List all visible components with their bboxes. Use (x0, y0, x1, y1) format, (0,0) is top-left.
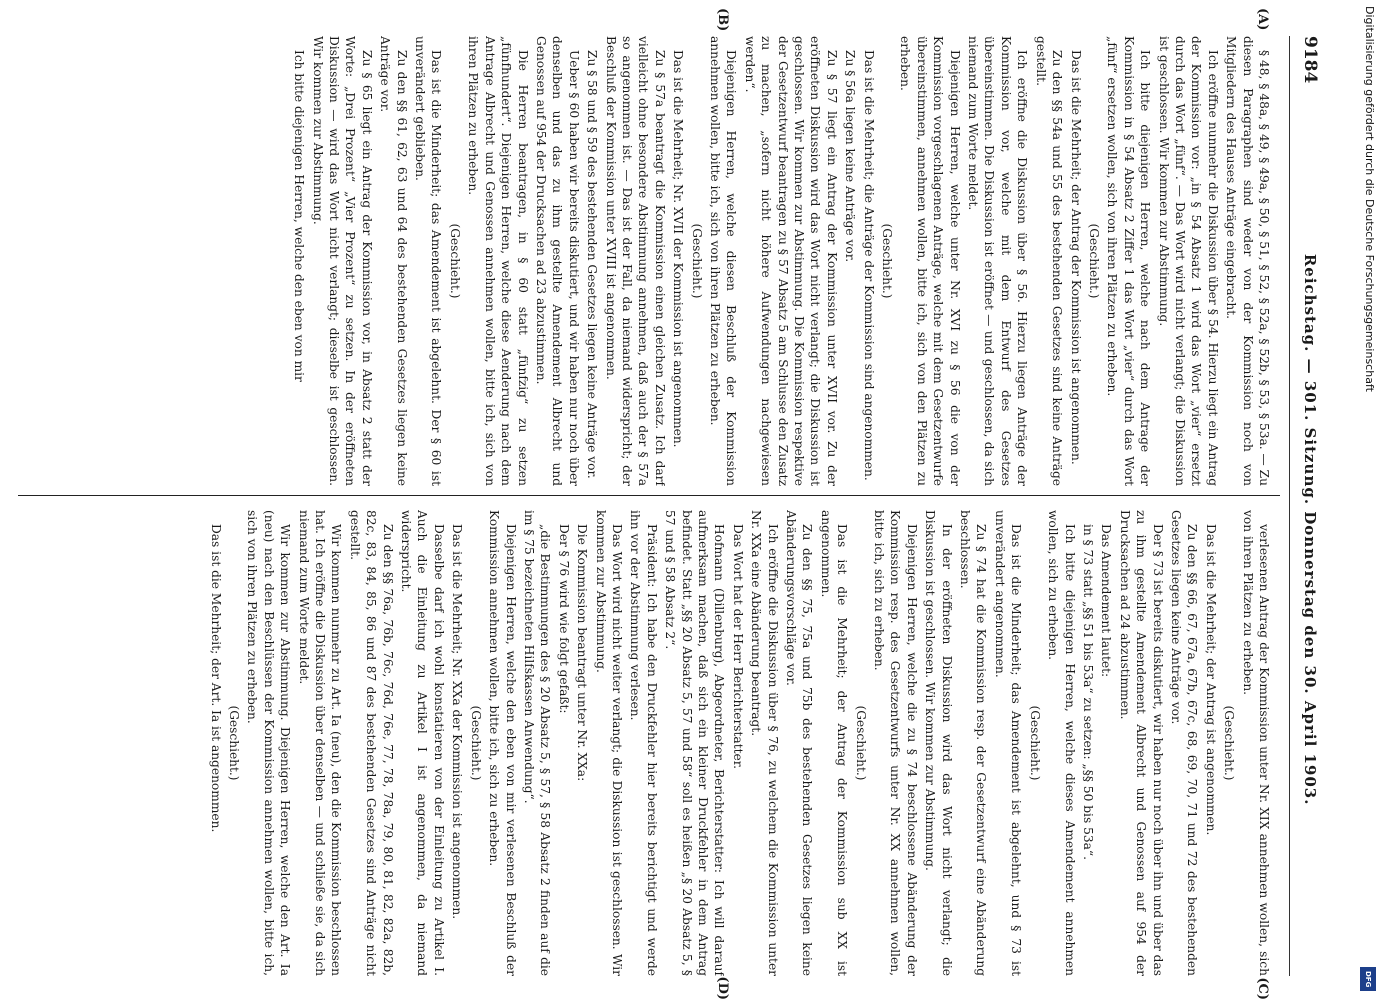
paragraph: Das ist die Mehrheit; der Antrag ist angenommen. (1203, 524, 1218, 836)
paragraph: Ueber § 60 haben wir bereits diskutiert, und wir haben nur noch über denselben und das zu ihm gestellte Amendement Albrecht und Genossen auf 954 der Drucksachen ad 23 abzustimmen. (533, 36, 581, 486)
margin-marker-d: (D) (715, 976, 730, 1000)
paragraph: (Geschieht.) (1086, 223, 1101, 299)
paragraph: (Geschieht.) (880, 223, 895, 299)
paragraph: verlesenen Antrag der Kommission unter Nr. XIX annehmen wollen, sich von ihren Plätzen zu erheben. (1240, 510, 1271, 976)
paragraph: Zu § 57 liegt ein Antrag der Kommission unter XVII vor. Zu der eröffneten Diskussion wird das Wort nicht verlangt; die Diskussion ist geschlossen. Wir kommen zur Abstimmung. Die Kommission respektive der Gesetzentwurf beantragen zu § 57 Absatz 5 am Schlusse den Zusatz zu machen, „sofern nicht höhere Aufwendungen nachgewiesen werden“. (742, 36, 839, 486)
paragraph: § 48, § 48a, § 49, § 49a, § 50, § 51, § 52, § 52a, § 52b, § 53, § 53a. — Zu diesen Paragraphen sind weder von der Kommission noch von Mitgliedern des Hauses Anträge eingebracht. (1224, 36, 1271, 486)
dfg-logo: DFG (1360, 967, 1376, 991)
paragraph: Zu § 57a beantragt die Kommission einen gleichen Zusatz. Ich darf vielleicht ohne besondere Abstimmung annehmen, daß auch der § 57a so angenommen ist. — Das ist der Fall, da niemand widerspricht; der Beschluß der Kommission unter XVIII ist angenommen. (603, 36, 667, 486)
paragraph: Das ist die Mehrheit; Nr. XVII der Kommission ist angenommen. (671, 50, 686, 448)
paragraph: Das Amendement lautet: (1099, 524, 1114, 678)
paragraph: „die Bestimmungen des § 20 Absatz 5, § 57, § 58 Absatz 2 finden auf die im § 75 bezeichneten Hilfskassen Anwendung“. (521, 510, 553, 976)
paragraph: In der eröffneten Diskussion wird das Wort nicht verlangt; die Diskussion ist geschlossen. Wir kommen zur Abstimmung. (923, 510, 954, 976)
paragraph: Diejenigen Herren, welche den eben von mir verlesenen Beschluß der Kommission annehmen wollen, bitte ich, sich zu erheben. (487, 510, 518, 976)
paragraph: (Geschieht.) (227, 705, 242, 781)
paragraph: Diejenigen Herren, welche diesen Beschluß der Kommission annehmen wollen, bitte ich, sich von ihren Plätzen zu erheben. (708, 36, 739, 486)
paragraph: Das ist die Mehrheit; der Antrag der Kommission sub XX ist angenommen. (818, 510, 850, 976)
paragraph: (Geschieht.) (1222, 705, 1237, 781)
paragraph: Die Kommission beantragt unter Nr. XXa: (575, 524, 590, 782)
paragraph: Zu § 56a liegen keine Anträge vor. (843, 50, 858, 263)
right-column (20, 510, 1272, 976)
paragraph: Zu § 58 und § 59 des bestehenden Gesetzes liegen keine Anträge vor. (585, 50, 600, 479)
paragraph: Zu § 65 liegt ein Antrag der Kommission vor, in Absatz 2 statt der Worte: „Drei Prozent“ „Vier Prozent“ zu setzen. In der eröffneten Diskussion — wird das Wort nicht verlangt; dieselbe ist geschlossen. Wir kommen zur Abstimmung. (310, 36, 374, 486)
paragraph: Diejenigen Herren, welche unter Nr. XVI zu § 56 die von der Kommission vorgeschlagenen Anträge, welche mit dem Gesetzentwurfe übereinstimmen, annehmen wollen, bitte ich, sich von den Plätzen zu erheben. (898, 36, 962, 486)
footer-strip (1352, 0, 1383, 1000)
margin-marker-a: (A) (1255, 8, 1270, 31)
paragraph: Das ist die Minderheit; das Amendement ist abgelehnt, und § 73 ist unverändert angenommen. (992, 510, 1024, 976)
page-header (1289, 36, 1330, 976)
paragraph: Zu den §§ 61, 62, 63 und 64 des bestehenden Gesetzes liegen keine Anträge vor. (378, 36, 409, 486)
paragraph: Zu den §§ 54a und 55 des bestehenden Gesetzes sind keine Anträge gestellt. (1033, 36, 1065, 486)
digitization-credit: Digitalisierung gefördert durch die Deutsche Forschungsgemeinschaft (1363, 6, 1376, 392)
paragraph: Der § 76 wird wie folgt gefaßt: (556, 524, 571, 714)
paragraph: Das ist die Minderheit; das Amendement ist abgelehnt. Der § 60 ist unverändert geblieben. (413, 36, 444, 486)
paragraph: Ich eröffne nunmehr die Diskussion über § 54. Hierzu liegt ein Antrag der Kommission vor: „in § 54 Absatz 1 wird das Wort „vier“ ersetzt durch das Wort „fünf“. — Das Wort wird nicht verlangt; die Diskussion ist geschlossen. Wir kommen zur Abstimmung. (1156, 36, 1220, 486)
paragraph: (Geschieht.) (1027, 705, 1042, 781)
paragraph: (Geschieht.) (468, 705, 483, 781)
margin-marker-b: (B) (715, 8, 730, 32)
paragraph: Hofmann (Dillenburg), Abgeordneter, Berichterstatter: Ich will darauf aufmerksam machen, daß sich ein kleiner Druckfehler in dem Antrag befindet. Statt „§§ 20 Absatz 5, 57 und 58“ soll es heißen „§ 20 Absatz 5, § 57 und § 58 Absatz 2“. (663, 510, 727, 976)
margin-marker-c: (C) (1255, 977, 1270, 1000)
paragraph: Das Wort wird nicht weiter verlangt; die Diskussion ist geschlossen. Wir kommen zur Abstimmung. (593, 510, 624, 976)
paragraph: Zu den §§ 76a, 76b, 76c, 76d, 76e, 77, 78, 78a, 79, 80, 81, 82, 82a, 82b, 82c, 83, 84, 85, 86 und 87 des bestehenden Gesetzes sind Anträge nicht gestellt. (347, 510, 395, 976)
paragraph: Zu § 74 hat die Kommission resp. der Gesetzentwurf eine Abänderung beschlossen. (958, 510, 989, 976)
paragraph: Wir kommen nunmehr zu Art. Ia (neu), den die Kommission beschlossen hat. Ich eröffne die Diskussion über denselben — und schließe sie, da sich niemand zum Worte meldet. (296, 510, 344, 976)
paragraph: Die Herren beantragen, in § 60 statt „fünfzig“ zu setzen „fünfhundert“. Diejenigen Herren, welche diese Aenderung nach dem Antrage Albrecht und Genossen annehmen wollen, bitte ich, sich von ihren Plätzen zu erheben. (466, 36, 530, 486)
paragraph: Präsident: Ich habe den Druckfehler hier bereits berichtigt und werde ihn vor der Abstimmung verlesen. (628, 510, 659, 976)
paragraph: (Geschieht.) (689, 223, 704, 299)
paragraph: Ich eröffne die Diskussion über § 56. Hierzu liegen Anträge der Kommission vor, welche mit dem Entwurf des Gesetzes übereinstimmen. Die Diskussion ist eröffnet — und geschlossen, da sich niemand zum Worte meldet. (966, 36, 1030, 486)
paragraph: Der § 73 ist bereits diskutiert, wir haben nur noch über ihn und über das zu ihm gestellte Amendement Albrecht und Genossen auf 954 der Drucksachen ad 24 abzustimmen. (1117, 510, 1165, 976)
paragraph: Das ist die Mehrheit; der Art. Ia ist angenommen. (208, 524, 223, 833)
paragraph: in § 73 statt „§§ 51 bis 53a“ zu setzen: „§§ 50 bis 53a“. (1080, 524, 1095, 860)
paragraph: Ich bitte diejenigen Herren, welche dieses Amendement annehmen wollen, sich zu erheben. (1046, 510, 1077, 976)
paragraph: Das ist die Mehrheit; Nr. XXa der Kommission ist angenommen. (450, 524, 465, 920)
paragraph: (Geschieht.) (853, 705, 868, 781)
paragraph: Ich bitte diejenigen Herren, welche nach dem Antrage der Kommission in § 54 Absatz 2 Ziffer 1 das Wort „vier“ durch das Wort „fünf“ ersetzen wollen, sich von ihren Plätzen zu erheben. (1105, 36, 1153, 486)
paragraph: Das ist die Mehrheit; der Antrag der Kommission ist angenommen. (1068, 50, 1083, 465)
paragraph: Wir kommen zur Abstimmung. Diejenigen Herren, welche den Art. Ia (neu) nach den Beschlüssen der Kommission annehmen wollen, bitte ich, sich von ihren Plätzen zu erheben. (245, 510, 293, 976)
paragraph: Zu den §§ 66, 67, 67a, 67b, 67c, 68, 69, 70, 71 und 72 des bestehenden Gesetzes liegen keine Anträge vor. (1168, 510, 1200, 976)
left-column (20, 36, 1272, 486)
column-divider (18, 495, 1280, 496)
paragraph: Ich eröffne die Diskussion über § 76, zu welchem die Kommission unter Nr. XXa eine Abänderung beantragt. (749, 510, 780, 976)
running-head: Reichstag. — 301. Sitzung. Donnerstag den 30. April 1903. (1301, 253, 1319, 806)
paragraph: Das Wort hat der Herr Berichterstatter. (730, 524, 745, 770)
paragraph: (Geschieht.) (447, 223, 462, 299)
paragraph: Dasselbe darf ich wohl konstatieren von der Einleitung zu Artikel I. Auch die Einleitung zu Artikel I ist angenommen, da niemand widerspricht. (399, 510, 446, 976)
paragraph: Das ist die Mehrheit; die Anträge der Kommission sind angenommen. (861, 50, 876, 481)
paragraph: Ich bitte diejenigen Herren, welche den eben von mir (292, 50, 307, 382)
paragraph: Diejenigen Herren, welche die zu § 74 beschlossene Abänderung der Kommission resp. des Gesetzentwurfs unter Nr. XX annehmen wollen, bitte ich, sich zu erheben. (872, 510, 919, 976)
paragraph: Zu den §§ 75, 75a und 75b des bestehenden Gesetzes liegen keine Abänderungsvorschläge vor. (784, 510, 815, 976)
page-number: 9184 (1300, 36, 1320, 84)
